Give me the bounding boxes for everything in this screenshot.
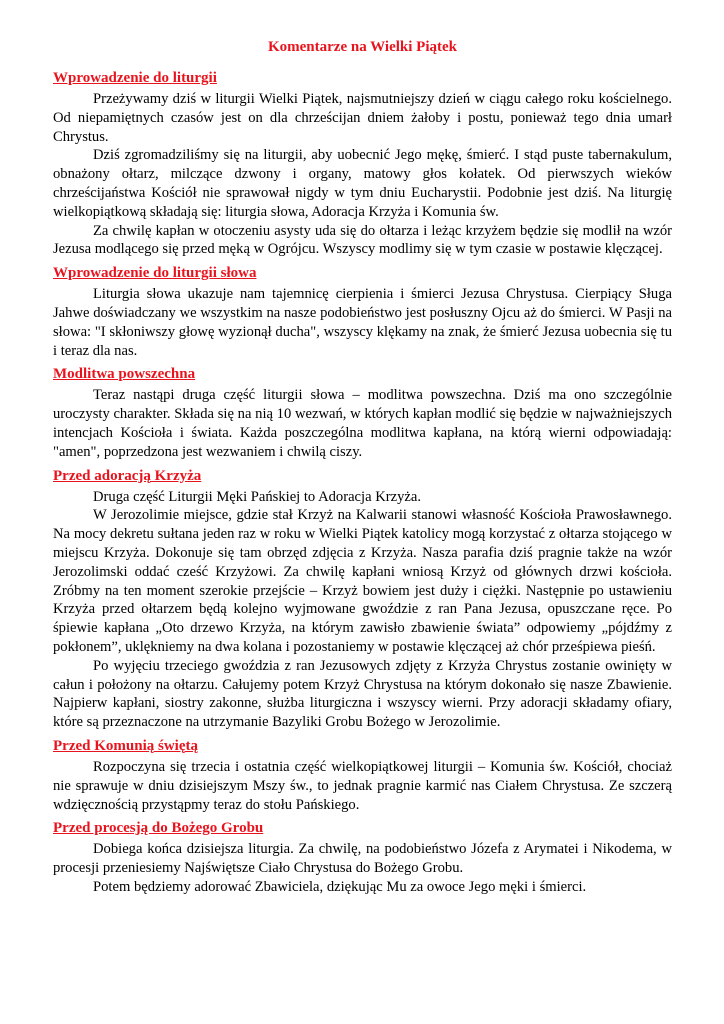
paragraph: Dziś zgromadziliśmy się na liturgii, aby uobecnić Jego mękę, śmierć. I stąd puste tabernakulum, obnażony ołtarz, milczące dzwony i organy, matowy głos kołatek. Od pierwszych wieków chrześcijaństwa Kościół nie sprawował nigdy w tym dniu Eucharystii. Podobnie jest dziś. Na liturgię wielkopiątkową składają się: liturgia słowa, Adoracja Krzyża i Komunia św. [53, 147, 672, 220]
section-przed-procesja-do-bozego-grobu [53, 819, 672, 896]
paragraph: Rozpoczyna się trzecia i ostatnia część wielkopiątkowej liturgii – Komunia św. Kościół, chociaż nie sprawuje w dniu dzisiejszym Mszy św., to jednak pragnie karmić nas Ciałem Chrystusa. Ze szczerą wdzięcznością przystąpmy teraz do stołu Pańskiego. [53, 758, 672, 813]
paragraph: W Jerozolimie miejsce, gdzie stał Krzyż na Kalwarii stanowi własność Kościoła Prawosławnego. Na mocy dekretu sułtana jeden raz w roku w Wielki Piątek katolicy mogą korzystać z ołtarza stojącego w miejscu Krzyża. Dokonuje się tam obrzęd zdjęcia z Krzyża. Nasza parafia dziś pragnie także na wzór Jerozolimski oddać cześć Krzyżowi. Za chwilę kapłani wniosą Krzyż od głównych drzwi kościoła. Zróbmy na ten moment szerokie przejście – Krzyż bowiem jest duży i ciężki. Następnie po ustawieniu Krzyża przed ołtarzem będą kolejno wyjmowane gwoździe z ran Pana Jezusa, opuszczane ręce. Po śpiewie kapłana „Oto drzewo Krzyża, na którym zawisło zbawienie świata” odpowiemy „pójdźmy z pokłonem”, uklękniemy na dwa kolana i pozostaniemy w postawie klęczącej aż chór prześpiewa pieśń. [53, 507, 672, 655]
section-heading: Przed Komunią świętą [53, 737, 198, 754]
paragraph: Liturgia słowa ukazuje nam tajemnicę cierpienia i śmierci Jezusa Chrystusa. Cierpiący Sługa Jahwe doświadczany we wszystkim na nasze podobieństwo jest posłuszny Ojcu aż do śmierci. W Pasji na słowa: "I skłoniwszy głowę wyzionął ducha", wszyscy klękamy na znak, że śmierć Jezusa uobecnia się tu i teraz dla nas. [53, 286, 672, 359]
paragraph: Po wyjęciu trzeciego gwoździa z ran Jezusowych zdjęty z Krzyża Chrystus zostanie owinięty w całun i położony na ołtarzu. Całujemy potem Krzyż Chrystusa na którym dokonało się nasze Zbawienie. Najpierw kapłani, siostry zakonne, służba liturgiczna i wszyscy wierni. Przy adoracji składamy ofiary, które są przeznaczone na utrzymanie Bazyliki Grobu Bożego w Jerozolimie. [53, 657, 672, 731]
section-wprowadzenie-do-liturgii-slowa [53, 264, 672, 360]
paragraph: Druga część Liturgii Męki Pańskiej to Adoracja Krzyża. [93, 488, 421, 505]
paragraph: Teraz nastąpi druga część liturgii słowa – modlitwa powszechna. Dziś ma ono szczególnie uroczysty charakter. Składa się na nią 10 wezwań, w których kapłan modlić się będzie w najważniejszych intencjach Kościoła i świata. Każda poszczególna modlitwa kapłana, na którą wierni odpowiadają: "amen", poprzedzona jest wezwaniem i chwilą ciszy. [53, 387, 672, 460]
section-modlitwa-powszechna [53, 365, 672, 461]
paragraph: Przeżywamy dziś w liturgii Wielki Piątek, najsmutniejszy dzień w ciągu całego roku kościelnego. Od niepamiętnych czasów jest on dla chrześcijan dniem żałoby i postu, ponieważ tego dnia umarł Chrystus. [53, 91, 672, 145]
document-title: Komentarze na Wielki Piątek [267, 39, 457, 55]
section-heading: Przed procesją do Bożego Grobu [53, 820, 264, 837]
paragraph: Dobiega końca dzisiejsza liturgia. Za chwilę, na podobieństwo Józefa z Arymatei i Nikodema, w procesji przeniesiemy Najświętsze Ciało Chrystusa do Bożego Grobu. [53, 841, 672, 877]
section-heading: Wprowadzenie do liturgii [53, 70, 217, 86]
section-heading: Przed adoracją Krzyża [53, 467, 202, 484]
section-przed-komunia-swieta [53, 737, 672, 814]
section-wprowadzenie-do-liturgii [53, 69, 672, 259]
paragraph: Za chwilę kapłan w otoczeniu asysty uda się do ołtarza i leżąc krzyżem będzie się modlił na wzór Jezusa modlącego się przed męką w Ogrójcu. Wszyscy modlimy się w tym czasie w postawie klęczącej. [53, 222, 672, 258]
paragraph: Potem będziemy adorować Zbawiciela, dziękując Mu za owoce Jego męki i śmierci. [93, 878, 587, 895]
section-przed-adoracja-krzyza [53, 467, 672, 732]
section-heading: Wprowadzenie do liturgii słowa [53, 265, 257, 282]
section-heading: Modlitwa powszechna [53, 366, 196, 383]
